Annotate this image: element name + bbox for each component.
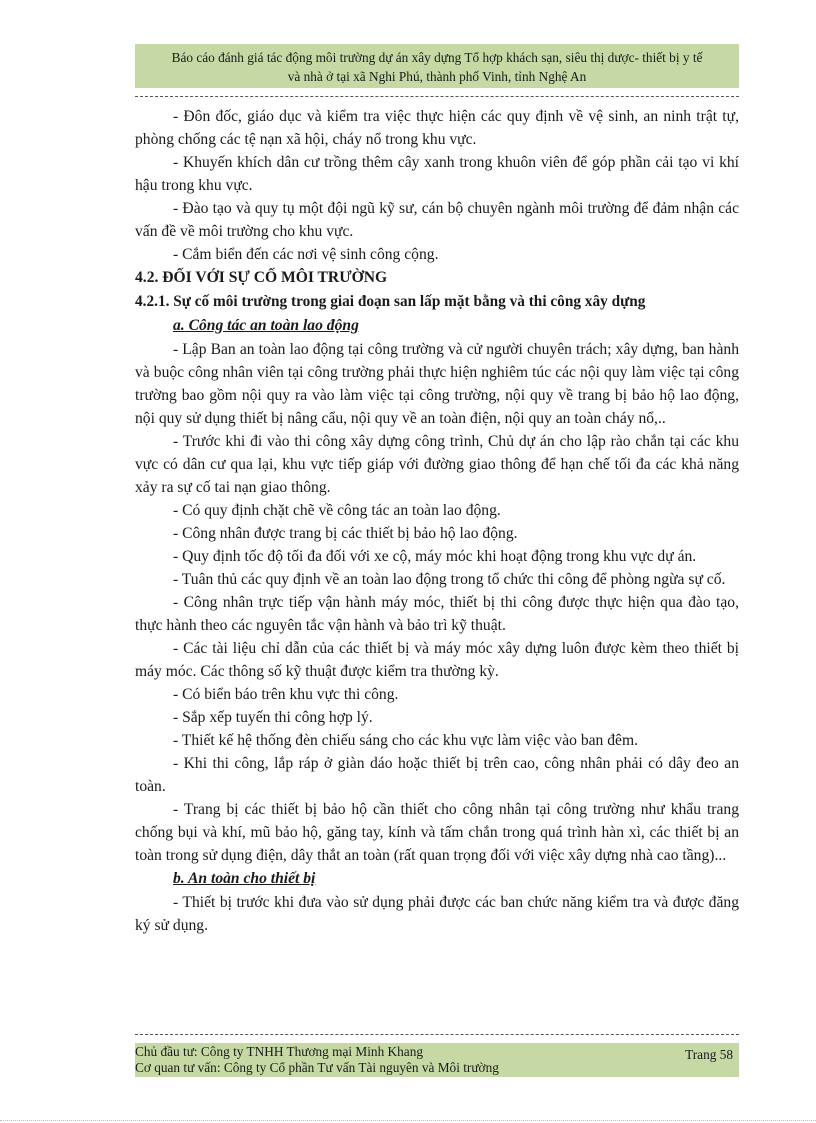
footer-investor: Chủ đầu tư: Công ty TNHH Thương mại Minh Khang	[135, 1044, 423, 1059]
page-header	[135, 44, 739, 88]
paragraph: - Trước khi đi vào thi công xây dựng công trình, Chủ dự án cho lập rào chắn tại các khu vực có dân cư qua lại, khu vực tiếp giáp với đường giao thông để hạn chế tối đa các khả năng xảy ra sự cố tai nạn giao thông.	[135, 433, 739, 496]
paragraph: - Khuyến khích dân cư trồng thêm cây xanh trong khuôn viên để góp phần cải tạo vi khí hậu trong khu vực.	[135, 154, 739, 194]
paragraph: - Công nhân được trang bị các thiết bị bảo hộ lao động.	[173, 525, 518, 542]
footer-consultant: Cơ quan tư vấn: Công ty Cổ phần Tư vấn Tài nguyên và Môi trường	[135, 1060, 499, 1075]
subheading-a	[173, 314, 739, 338]
paragraph: - Công nhân trực tiếp vận hành máy móc, thiết bị thi công được thực hiện qua đào tạo, thực hành theo các nguyên tắc vận hành và bảo trì kỹ thuật.	[135, 594, 739, 634]
header-title-line-2: và nhà ở tại xã Nghi Phú, thành phố Vinh, tỉnh Nghệ An	[287, 69, 587, 84]
paragraph: - Tuân thủ các quy định về an toàn lao động trong tổ chức thi công để phòng ngừa sự cố.	[173, 571, 726, 588]
subheading-b	[173, 867, 739, 891]
subheading-b-text: b. An toàn cho thiết bị	[173, 870, 316, 887]
paragraph: - Thiết bị trước khi đưa vào sử dụng phải được các ban chức năng kiểm tra và được đăng ký sử dụng.	[135, 894, 739, 934]
section-heading-4-2: 4.2. ĐỐI VỚI SỰ CỐ MÔI TRƯỜNG	[135, 269, 388, 286]
paragraph: - Đào tạo và quy tụ một đội ngũ kỹ sư, cán bộ chuyên ngành môi trường để đảm nhận các vấn đề về môi trường cho khu vực.	[135, 200, 739, 240]
page-bottom-edge	[0, 1120, 816, 1121]
paragraph: - Trang bị các thiết bị bảo hộ cần thiết cho công nhân tại công trường như khẩu trang chống bụi và khí, mũ bảo hộ, găng tay, kính và tấm chắn trong quá trình hàn xì, các thiết bị an toàn trong sử dụng điện, dây thắt an toàn (rất quan trọng đối với việc xây dựng nhà cao tầng)...	[135, 801, 739, 864]
paragraph: - Sắp xếp tuyến thi công hợp lý.	[173, 709, 373, 726]
subheading-a-text: a. Công tác an toàn lao động	[173, 317, 359, 334]
paragraph: - Quy định tốc độ tối đa đối với xe cộ, máy móc khi hoạt động trong khu vực dự án.	[173, 548, 697, 565]
paragraph: - Các tài liệu chỉ dẫn của các thiết bị và máy móc xây dựng luôn được kèm theo thiết bị máy móc. Các thông số kỹ thuật được kiểm tra thường kỳ.	[135, 640, 739, 680]
page-footer	[135, 1043, 739, 1077]
subsection-heading-4-2-1: 4.2.1. Sự cố môi trường trong giai đoạn san lấp mặt bằng và thi công xây dựng	[135, 293, 646, 310]
paragraph: - Khi thi công, lắp ráp ở giàn dáo hoặc thiết bị trên cao, công nhân phải có dây đeo an toàn.	[135, 755, 739, 795]
header-title-line-1: Báo cáo đánh giá tác động môi trường dự án xây dựng Tổ hợp khách sạn, siêu thị dược- thiết bị y tế	[171, 50, 703, 65]
footer-divider	[135, 1034, 739, 1035]
paragraph: - Có quy định chặt chẽ về công tác an toàn lao động.	[173, 502, 501, 519]
paragraph: - Thiết kế hệ thống đèn chiếu sáng cho các khu vực làm việc vào ban đêm.	[173, 732, 638, 749]
page-number: Trang 58	[685, 1047, 733, 1062]
paragraph: - Có biển báo trên khu vực thi công.	[173, 686, 399, 703]
paragraph: - Đôn đốc, giáo dục và kiểm tra việc thực hiện các quy định về vệ sinh, an ninh trật tự, phòng chống các tệ nạn xã hội, cháy nổ trong khu vực.	[135, 108, 739, 148]
document-body	[135, 105, 739, 937]
paragraph: - Cắm biển đến các nơi vệ sinh công cộng.	[173, 246, 439, 263]
paragraph: - Lập Ban an toàn lao động tại công trường và cử người chuyên trách; xây dựng, ban hành và buộc công nhân viên tại công trường phải thực hiện nghiêm túc các nội quy làm việc tại công trường bao gồm nội quy ra vào làm việc tại công trường, nội quy về trang bị bảo hộ lao động, nội quy sử dụng thiết bị nâng cẩu, nội quy về an toàn điện, nội quy an toàn cháy nổ,..	[135, 341, 739, 427]
header-divider	[135, 96, 739, 97]
